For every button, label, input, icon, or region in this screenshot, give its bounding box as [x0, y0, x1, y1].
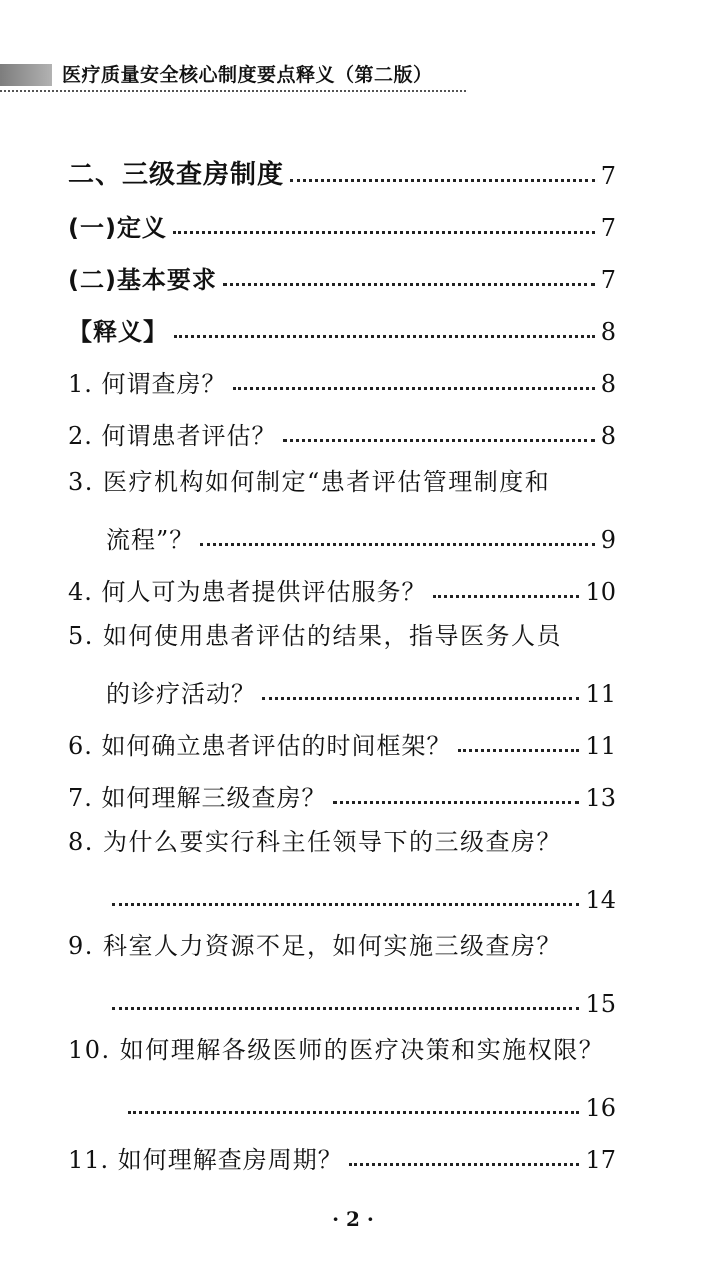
- toc-q9-line1[interactable]: 9. 科室人力资源不足，如何实施三级查房？: [68, 932, 563, 960]
- toc-q3-line1[interactable]: 3. 医疗机构如何制定“患者评估管理制度和: [68, 468, 551, 496]
- toc-page-number: 10: [585, 578, 616, 606]
- toc-q1[interactable]: [68, 356, 616, 396]
- book-title: 医疗质量安全核心制度要点释义（第二版）: [62, 64, 433, 86]
- toc-sub-1-label: (一)定义: [68, 214, 167, 242]
- toc-sub-2-label: (二)基本要求: [68, 266, 217, 294]
- leader-dots: [112, 1007, 579, 1010]
- page-number: · 2 ·: [332, 1207, 374, 1231]
- toc-page-number: 8: [600, 422, 616, 450]
- toc-page-number: 11: [585, 732, 616, 760]
- toc-page-number: 14: [585, 886, 616, 914]
- toc-page-number: 16: [585, 1094, 616, 1122]
- toc-sub-2[interactable]: [68, 252, 616, 292]
- leader-dots: [458, 749, 580, 752]
- toc-q10[interactable]: [122, 1080, 616, 1120]
- toc-q6-label: 6. 如何确立患者评估的时间框架？: [68, 732, 452, 760]
- toc-q4-label: 4. 何人可为患者提供评估服务？: [68, 578, 427, 606]
- toc-page-number: 7: [600, 214, 616, 242]
- toc-q2[interactable]: [68, 408, 616, 448]
- toc-page-number: 8: [600, 318, 616, 346]
- toc-q11-label: 11. 如何理解查房周期？: [68, 1146, 343, 1174]
- leader-dots: [349, 1163, 580, 1166]
- leader-dots: [233, 387, 595, 390]
- toc-page-number: 7: [600, 162, 616, 190]
- toc-section-2[interactable]: [68, 148, 616, 188]
- leader-dots: [333, 801, 580, 804]
- toc-q7[interactable]: [68, 770, 616, 810]
- leader-dots: [173, 231, 595, 234]
- toc-q1-label: 1. 何谓查房？: [68, 370, 227, 398]
- toc-sub-1[interactable]: [68, 200, 616, 240]
- leader-dots: [174, 335, 595, 338]
- leader-dots: [262, 697, 579, 700]
- toc-q9[interactable]: [106, 976, 616, 1016]
- toc-q8-line1[interactable]: 8. 为什么要实行科主任领导下的三级查房？: [68, 828, 563, 856]
- toc-page-number: 17: [585, 1146, 616, 1174]
- toc-q8[interactable]: [106, 872, 616, 912]
- leader-dots: [200, 543, 594, 546]
- toc-q5-label: 的诊疗活动？: [106, 680, 256, 708]
- toc-q6[interactable]: [68, 718, 616, 758]
- toc-q11[interactable]: [68, 1132, 616, 1172]
- leader-dots: [433, 595, 580, 598]
- toc-section-2-label: 二、三级查房制度: [68, 160, 285, 190]
- toc-page-number: 7: [600, 266, 616, 294]
- toc-page-number: 9: [600, 526, 616, 554]
- leader-dots: [223, 283, 595, 286]
- toc-q3-label: 流程”？: [106, 526, 195, 554]
- toc-q10-line1[interactable]: 10. 如何理解各级医师的医疗决策和实施权限？: [68, 1036, 605, 1064]
- toc-q2-label: 2. 何谓患者评估？: [68, 422, 277, 450]
- toc-page-number: 11: [585, 680, 616, 708]
- leader-dots: [128, 1111, 579, 1114]
- toc-page-number: 13: [585, 784, 616, 812]
- toc-q5[interactable]: [106, 666, 616, 706]
- toc-q4[interactable]: [68, 564, 616, 604]
- leader-dots: [290, 179, 595, 182]
- toc-q5-line1[interactable]: 5. 如何使用患者评估的结果，指导医务人员: [68, 622, 563, 650]
- toc-q7-label: 7. 如何理解三级查房？: [68, 784, 327, 812]
- leader-dots: [283, 439, 595, 442]
- toc-shiyi[interactable]: [68, 304, 616, 344]
- leader-dots: [112, 903, 579, 906]
- toc-page-number: 15: [585, 990, 616, 1018]
- toc-q3[interactable]: [106, 512, 616, 552]
- toc-shiyi-label: 【释义】: [68, 318, 168, 346]
- toc-page-number: 8: [600, 370, 616, 398]
